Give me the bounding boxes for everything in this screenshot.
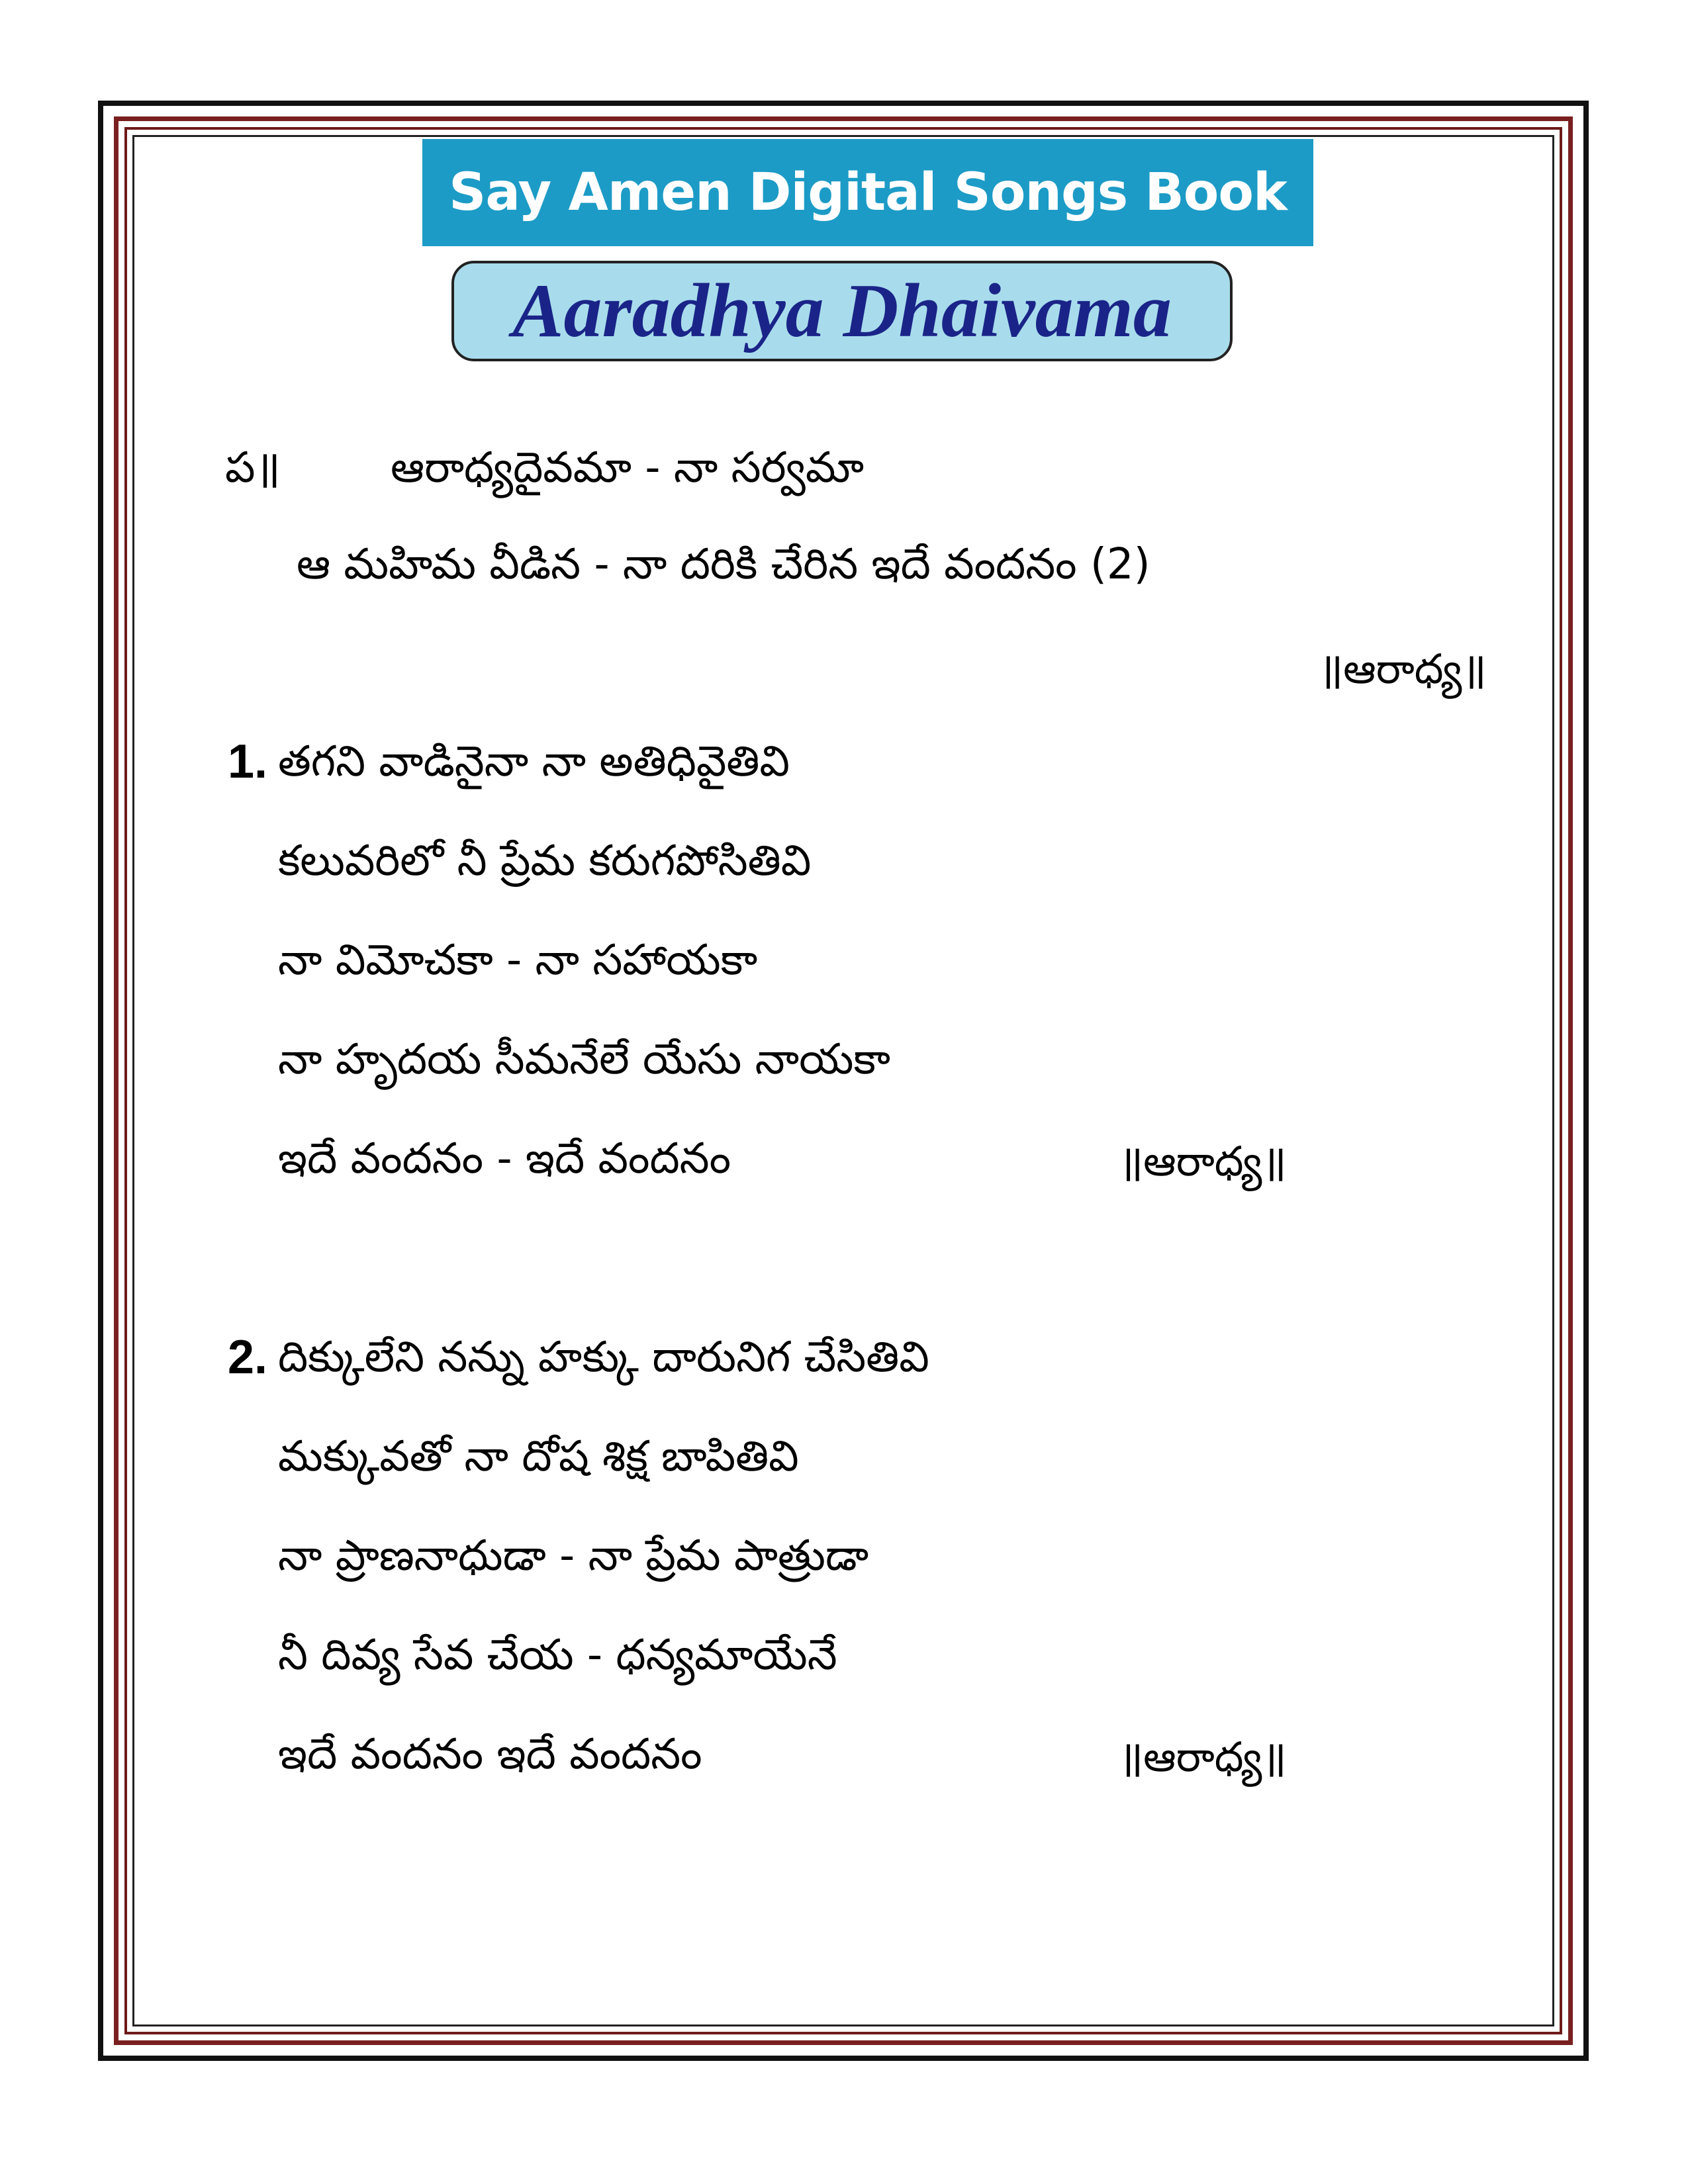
stanza-1-number: 1. [228,735,268,788]
stanza-1-line-3: నా విమోచకా - నా సహాయకా [278,936,758,985]
pallavi-line-1: ఆరాధ్యదైవమా - నా సర్వమా [391,443,865,492]
stanza-2-line-4: నీ దివ్య సేవ చేయ - ధన్యమాయేనే [278,1631,837,1680]
pallavi-line-2: ఆ మహిమ వీడిన - నా దరికి చేరిన ఇదే వందనం (2) [297,540,1150,589]
stanza-2-refrain: ॥ఆరాధ్య॥ [1119,1733,1287,1781]
song-title: Aaradhya Dhaivama [451,261,1233,361]
stanza-1-line-1: తగని వాడినైనా నా అతిధివైతివి [278,737,790,786]
stanza-2-line-1: దిక్కులేని నన్ను హక్కు దారునిగ చేసితివి [278,1333,929,1382]
pallavi-marker: ప॥ [225,443,281,492]
stanza-2-line-2: మక్కువతో నా దోష శిక్ష బాపితివి [278,1432,799,1481]
songbook-banner: Say Amen Digital Songs Book [422,139,1313,246]
stanza-1-line-4: నా హృదయ సీమనేలే యేసు నాయకా [278,1035,890,1084]
stanza-1-line-5: ఇదే వందనం - ఇదే వందనం [278,1134,731,1183]
stanza-1-refrain: ॥ఆరాధ్య॥ [1119,1137,1287,1185]
stanza-2-line-5: ఇదే వందనం ఇదే వందనం [278,1730,702,1779]
stanza-2-number: 2. [228,1331,268,1384]
stanza-2-line-3: నా ప్రాణనాధుడా - నా ప్రేమ పాత్రుడా [278,1531,869,1580]
pallavi-refrain: ॥ఆరాధ్య॥ [1319,645,1487,693]
stanza-1-line-2: కలువరిలో నీ ప్రేమ కరుగపోసితివి [278,837,812,886]
